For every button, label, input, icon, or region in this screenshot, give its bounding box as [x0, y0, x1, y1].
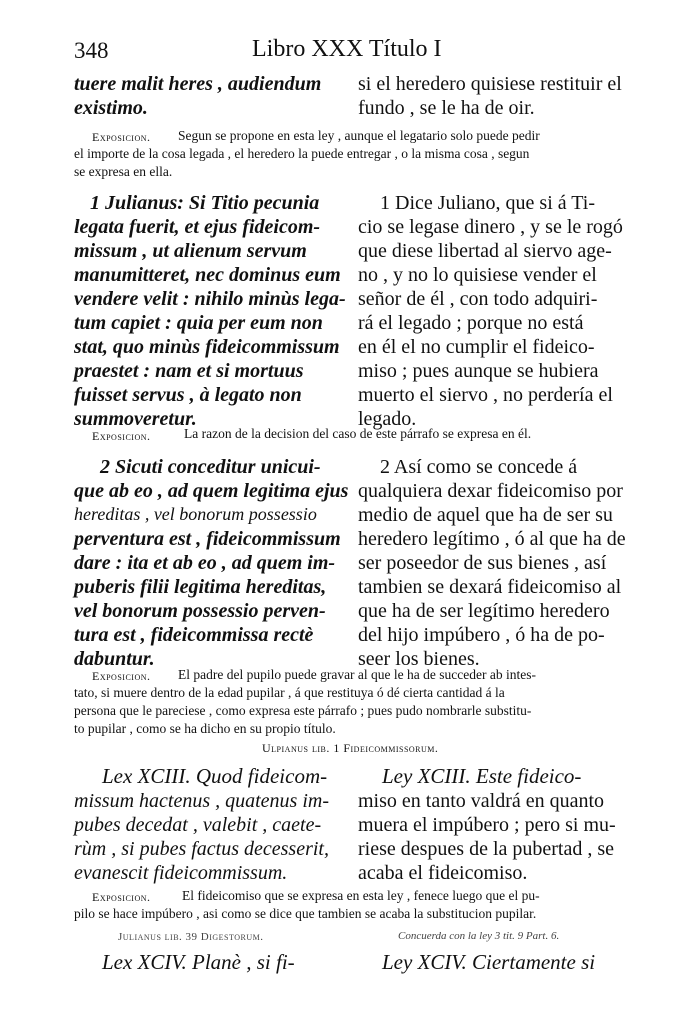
- spanish-line: tambien se dexará fideicomiso al: [358, 576, 622, 598]
- latin-line: evanescit fideicommissum.: [74, 862, 288, 884]
- spanish-line: que diese libertad al siervo age-: [358, 240, 612, 262]
- spanish-line: miso ; pues aunque se hubiera: [358, 360, 599, 382]
- spanish-line: que ha de ser legítimo heredero: [358, 600, 610, 622]
- exposition-line: Segun se propone en esta ley , aunque el legatario solo puede pedir: [178, 128, 540, 143]
- latin-line: Lex XCIII. Quod fideicom-: [102, 764, 328, 788]
- exposition-label: Exposicion.: [92, 669, 151, 683]
- exposition-line: se expresa en ella.: [74, 164, 173, 179]
- source-citation: Ulpianus lib. 1 Fideicommissorum.: [262, 741, 439, 755]
- exposition-line: El fideicomiso que se expresa en esta ley , fenece luego que el pu-: [182, 888, 540, 903]
- spanish-line: no , y no lo quisiese vender el: [358, 264, 597, 286]
- spanish-line: Ley XCIII. Este fideico-: [382, 764, 582, 788]
- spanish-line: 1 Dice Juliano, que si á Ti-: [380, 192, 595, 214]
- latin-line: fuisset servus , à legato non: [74, 384, 302, 406]
- spanish-line: en él el no cumplir el fideico-: [358, 336, 595, 358]
- latin-line: tum capiet : quia per eum non: [74, 312, 323, 334]
- spanish-line: legado.: [358, 408, 417, 430]
- exposition-label: Exposicion.: [92, 890, 151, 904]
- latin-line: que ab eo , ad quem legitima ejus: [74, 480, 349, 502]
- spanish-line: qualquiera dexar fideicomiso por: [358, 480, 623, 502]
- exposition-line: La razon de la decision del caso de este párrafo se expresa en él.: [184, 426, 532, 441]
- spanish-line: seer los bienes.: [358, 648, 480, 670]
- spanish-line: muerto el siervo , no perdería el: [358, 384, 613, 406]
- latin-line: hereditas , vel bonorum possessio: [74, 504, 317, 524]
- latin-line: Lex XCIV. Planè , si fi-: [102, 950, 295, 974]
- latin-line: legata fuerit, et ejus fideicom-: [74, 216, 321, 238]
- latin-line: puberis filii legitima hereditas,: [74, 576, 327, 598]
- latin-line: perventura est , fideicommissum: [74, 528, 341, 550]
- exposition-label: Exposicion.: [92, 130, 151, 144]
- spanish-line: miso en tanto valdrá en quanto: [358, 790, 605, 812]
- exposition-line: to pupilar , como se ha dicho en su propio título.: [74, 721, 336, 736]
- spanish-line: Ley XCIV. Ciertamente si: [382, 950, 596, 974]
- exposition-line: el importe de la cosa legada , el heredero la puede entregar , o la misma cosa , segun: [74, 146, 530, 161]
- source-citation: Julianus lib. 39 Digestorum.: [118, 931, 264, 943]
- spanish-line: del hijo impúbero , ó ha de po-: [358, 624, 605, 646]
- latin-line: 2 Sicuti conceditur unicui-: [100, 456, 321, 478]
- spanish-line: señor de él , con todo adquiri-: [358, 288, 598, 310]
- spanish-line: ser poseedor de sus bienes , así: [358, 552, 607, 574]
- latin-line: 1 Julianus: Si Titio pecunia: [90, 192, 320, 214]
- latin-line: summoveretur.: [74, 408, 197, 430]
- latin-line: tura est , fideicommissa rectè: [74, 624, 314, 646]
- spanish-line: muera el impúbero ; pero si mu-: [358, 814, 616, 836]
- page-number: 348: [74, 38, 109, 63]
- spanish-line: 2 Así como se concede á: [380, 456, 578, 478]
- exposition-line: El padre del pupilo puede gravar al que le ha de succeder ab intes-: [178, 667, 536, 682]
- latin-line: dare : ita et ab eo , ad quem im-: [74, 552, 336, 574]
- latin-line: vel bonorum possessio perven-: [74, 600, 326, 622]
- latin-line: missum hactenus , quatenus im-: [74, 790, 329, 812]
- spanish-line: rá el legado ; porque no está: [358, 312, 584, 334]
- spanish-line: cio se legase dinero , y se le rogó: [358, 216, 623, 238]
- spanish-line: si el heredero quisiese restituir el: [358, 73, 622, 95]
- exposition-label: Exposicion.: [92, 429, 151, 443]
- concordance-note: Concuerda con la ley 3 tit. 9 Part. 6.: [398, 930, 560, 942]
- spanish-line: fundo , se le ha de oir.: [358, 97, 535, 119]
- latin-line: existimo.: [74, 97, 148, 119]
- latin-line: rùm , si pubes factus decesserit,: [74, 838, 329, 860]
- latin-line: dabuntur.: [74, 648, 155, 670]
- latin-line: stat, quo minùs fideicommissum: [74, 336, 340, 358]
- page-title: Libro XXX Título I: [252, 36, 442, 62]
- exposition-line: tato, si muere dentro de la edad pupilar , á que restituya ó dé cierta cantidad á la: [74, 685, 505, 700]
- spanish-line: acaba el fideicomiso.: [358, 862, 528, 884]
- exposition-line: pilo se hace impúbero , asi como se dice que tambien se acaba la substitucion pupilar.: [74, 906, 537, 921]
- latin-line: missum , ut alienum servum: [74, 240, 307, 262]
- latin-line: pubes decedat , valebit , caete-: [74, 814, 322, 836]
- latin-line: manumitteret, nec dominus eum: [74, 264, 341, 286]
- latin-line: praestet : nam et si mortuus: [74, 360, 304, 382]
- spanish-line: medio de aquel que ha de ser su: [358, 504, 613, 526]
- spanish-line: heredero legítimo , ó al que ha de: [358, 528, 626, 550]
- spanish-line: riese despues de la pubertad , se: [358, 838, 615, 860]
- latin-line: tuere malit heres , audiendum: [74, 73, 322, 95]
- exposition-line: persona que le pareciese , como expresa este párrafo ; pues pudo nombrarle substitu-: [74, 703, 532, 718]
- latin-line: vendere velit : nihilo minùs lega-: [74, 288, 346, 310]
